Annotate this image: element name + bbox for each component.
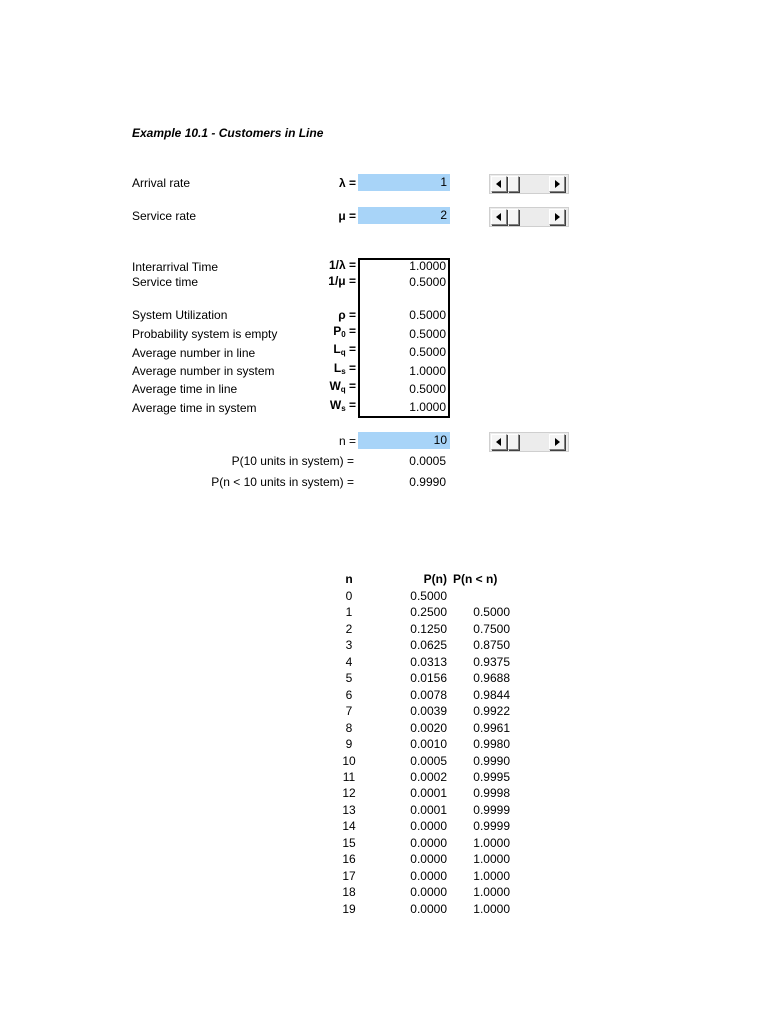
arrival-scroll-left-button[interactable] — [491, 176, 507, 192]
lq-label: Average number in line — [132, 346, 256, 360]
cell-n: 4 — [345, 655, 353, 669]
p-less-value: 0.9990 — [409, 475, 446, 489]
table-row — [0, 902, 768, 918]
interarrival-symbol: 1/λ = — [328, 258, 356, 272]
arrow-left-icon — [496, 213, 501, 221]
n-scroll-thumb[interactable] — [508, 434, 519, 450]
n-scroll-right-button[interactable] — [549, 434, 565, 450]
lq-symbol: $L_q$ = — [333, 342, 356, 357]
cell-pless: 0.8750 — [473, 638, 510, 652]
p-exact-value: 0.0005 — [409, 454, 446, 468]
cell-pless: 0.9961 — [473, 721, 510, 735]
arrival-scroll-thumb[interactable] — [508, 176, 519, 192]
table-row — [0, 605, 768, 621]
arrival-rate-scrollbar[interactable] — [489, 174, 569, 194]
cell-pn: 0.0000 — [410, 852, 447, 866]
cell-pless: 0.9990 — [473, 754, 510, 768]
n-scroll-left-button[interactable] — [491, 434, 507, 450]
empty-prob-value: 0.5000 — [409, 327, 446, 341]
service-scroll-right-button[interactable] — [549, 209, 565, 225]
arrow-right-icon — [555, 438, 560, 446]
page-title: Example 10.1 - Customers in Line — [132, 126, 324, 140]
cell-n: 18 — [342, 885, 356, 899]
cell-pless: 1.0000 — [473, 885, 510, 899]
arrival-rate-input[interactable]: 1 — [358, 174, 450, 191]
ls-label: Average number in system — [132, 364, 275, 378]
table-row — [0, 688, 768, 704]
cell-pless: 0.7500 — [473, 622, 510, 636]
cell-n: 10 — [342, 754, 356, 768]
cell-pn: 0.0000 — [410, 869, 447, 883]
cell-n: 0 — [345, 589, 353, 603]
wq-symbol: $W_q$ = — [329, 379, 356, 394]
service-time-label: Service time — [132, 275, 199, 289]
cell-n: 5 — [345, 671, 353, 685]
arrow-right-icon — [555, 213, 560, 221]
cell-n: 17 — [342, 869, 356, 883]
cell-pn: 0.0020 — [410, 721, 447, 735]
table-row — [0, 803, 768, 819]
table-row — [0, 786, 768, 802]
cell-pn: 0.0625 — [410, 638, 447, 652]
arrow-left-icon — [496, 180, 501, 188]
cell-n: 6 — [345, 688, 353, 702]
table-row — [0, 885, 768, 901]
utilization-symbol: ρ = — [338, 308, 356, 322]
wq-value: 0.5000 — [409, 382, 446, 396]
cell-n: 7 — [345, 704, 353, 718]
cell-pless: 0.9995 — [473, 770, 510, 784]
cell-pn: 0.0001 — [410, 786, 447, 800]
service-rate-scrollbar[interactable] — [489, 207, 569, 227]
service-rate-label: Service rate — [132, 209, 197, 223]
service-time-symbol: 1/μ = — [328, 274, 356, 288]
wq-label: Average time in line — [132, 382, 238, 396]
cell-pless: 0.9998 — [473, 786, 510, 800]
cell-n: 19 — [342, 902, 356, 916]
cell-pn: 0.2500 — [410, 605, 447, 619]
cell-pn: 0.0078 — [410, 688, 447, 702]
service-time-value: 0.5000 — [409, 275, 446, 289]
cell-pless: 1.0000 — [473, 869, 510, 883]
cell-pn: 0.0156 — [410, 671, 447, 685]
table-header-pn: P(n) — [423, 572, 447, 586]
table-row — [0, 622, 768, 638]
table-row — [0, 770, 768, 786]
p-less-label: P(n < 10 units in system) = — [211, 475, 354, 489]
table-row — [0, 819, 768, 835]
cell-pn: 0.0039 — [410, 704, 447, 718]
cell-pless: 0.5000 — [473, 605, 510, 619]
cell-n: 9 — [345, 737, 353, 751]
cell-pless: 1.0000 — [473, 836, 510, 850]
cell-n: 8 — [345, 721, 353, 735]
arrival-rate-label: Arrival rate — [132, 176, 191, 190]
cell-n: 11 — [342, 770, 356, 784]
table-row — [0, 671, 768, 687]
cell-pn: 0.0000 — [410, 885, 447, 899]
cell-n: 13 — [342, 803, 356, 817]
lq-value: 0.5000 — [409, 345, 446, 359]
cell-pless: 0.9844 — [473, 688, 510, 702]
cell-pn: 0.0005 — [410, 754, 447, 768]
interarrival-label: Interarrival Time — [132, 260, 219, 274]
table-row — [0, 704, 768, 720]
table-row — [0, 638, 768, 654]
cell-n: 16 — [342, 852, 356, 866]
cell-n: 2 — [345, 622, 353, 636]
arrow-right-icon — [555, 180, 560, 188]
cell-pless: 0.9980 — [473, 737, 510, 751]
table-row — [0, 737, 768, 753]
cell-pless: 0.9999 — [473, 819, 510, 833]
cell-pless: 0.9999 — [473, 803, 510, 817]
cell-pn: 0.0001 — [410, 803, 447, 817]
table-row — [0, 754, 768, 770]
table-row — [0, 852, 768, 868]
service-rate-input[interactable]: 2 — [358, 207, 450, 224]
table-row — [0, 655, 768, 671]
arrival-rate-symbol: λ = — [338, 176, 356, 190]
table-header-pless: P(n < n) — [453, 572, 498, 586]
service-scroll-left-button[interactable] — [491, 209, 507, 225]
table-row — [0, 589, 768, 605]
n-input[interactable]: 10 — [358, 432, 450, 449]
ws-value: 1.0000 — [409, 400, 446, 414]
table-row — [0, 721, 768, 737]
p-exact-label: P(10 units in system) = — [231, 454, 354, 468]
cell-pn: 0.0000 — [410, 902, 447, 916]
cell-n: 14 — [342, 819, 356, 833]
utilization-label: System Utilization — [132, 308, 228, 322]
cell-n: 15 — [342, 836, 356, 850]
n-label: n = — [338, 434, 356, 448]
cell-pn: 0.0002 — [410, 770, 447, 784]
cell-n: 12 — [342, 786, 356, 800]
interarrival-value: 1.0000 — [409, 259, 446, 273]
cell-pless: 0.9922 — [473, 704, 510, 718]
table-header-n: n — [345, 572, 353, 586]
ws-symbol: $W_s$ = — [329, 398, 356, 413]
utilization-value: 0.5000 — [409, 308, 446, 322]
cell-pn: 0.5000 — [410, 589, 447, 603]
empty-prob-symbol: $P_0$ = — [333, 324, 356, 339]
cell-pn: 0.0000 — [410, 819, 447, 833]
cell-pless: 1.0000 — [473, 902, 510, 916]
ls-symbol: $L_s$ = — [333, 361, 356, 376]
cell-pn: 0.1250 — [410, 622, 447, 636]
cell-pless: 0.9688 — [473, 671, 510, 685]
service-rate-symbol: μ = — [338, 209, 356, 223]
table-row — [0, 836, 768, 852]
table-row — [0, 869, 768, 885]
cell-n: 3 — [345, 638, 353, 652]
cell-n: 1 — [345, 605, 353, 619]
cell-pn: 0.0000 — [410, 836, 447, 850]
cell-pless: 0.9375 — [473, 655, 510, 669]
service-scroll-thumb[interactable] — [508, 209, 519, 225]
n-scrollbar[interactable] — [489, 432, 569, 452]
ws-label: Average time in system — [132, 401, 257, 415]
cell-pless: 1.0000 — [473, 852, 510, 866]
cell-pn: 0.0010 — [410, 737, 447, 751]
empty-prob-label: Probability system is empty — [132, 327, 278, 341]
arrival-scroll-right-button[interactable] — [549, 176, 565, 192]
ls-value: 1.0000 — [409, 364, 446, 378]
arrow-left-icon — [496, 438, 501, 446]
cell-pn: 0.0313 — [410, 655, 447, 669]
